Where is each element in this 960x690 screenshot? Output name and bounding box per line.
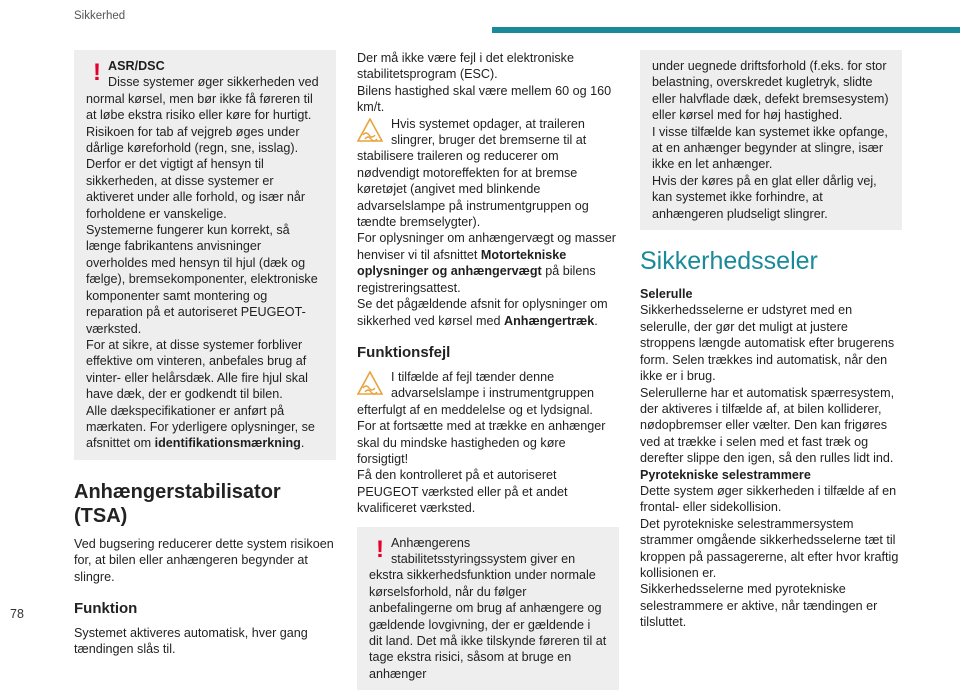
- selerulle-title: Selerulle: [640, 287, 693, 302]
- asr-warning-box: [74, 50, 336, 460]
- funktion-text: Systemet aktiveres automatisk, hver gang tændingen slås til.: [74, 625, 308, 657]
- page-number: 78: [10, 607, 24, 621]
- seatbelts-heading: Sikkerhedsseler: [640, 247, 818, 276]
- pyro-title: Pyrotekniske selestrammere: [640, 467, 811, 482]
- malfunction-text: I tilfælde af fejl tænder denne advarselslampe i instrumentgruppen efterfulgt af en meddelelse og et lydsignal. For at fortsætte med at trække en anhænger skal du mindske hastigheden og køre forsigtigt! Få den kontrolleret på et autoriseret PEUGEOT værksted eller på et andet kvalificeret værksted.: [357, 369, 606, 516]
- trailer-warning-icon: [357, 118, 383, 142]
- warning-icon: !: [93, 59, 101, 86]
- asr-title: ASR/DSC: [108, 59, 165, 73]
- column-3: [640, 50, 902, 631]
- tsa-text: Ved bugsering reducerer dette system risikoen for, at bilen eller anhængeren begynder at slingre.: [74, 536, 334, 584]
- tsa-warning-box: [357, 527, 619, 690]
- header-accent-bar: [492, 27, 960, 33]
- warning-icon: !: [376, 535, 384, 563]
- tsa-warning-continued-text: under uegnede driftsforhold (f.eks. for stor belastning, overskredet kugletryk, slidte eller halvflade dæk, defekt bremsesystem) eller kørsel med for høj hastighed. I visse tilfælde kan systemet ikke opfange, at en anhænger begynder at slingre, især ikke en let anhænger. Hvis der køres på en glat eller dårlig vej, kan systemet ikke forhindre, at anhængeren pludseligt slingrer.: [652, 59, 889, 221]
- malfunction-warning-icon: [357, 371, 383, 395]
- column-1: [74, 50, 336, 658]
- column-2: [357, 50, 619, 690]
- malfunction-paragraph: [357, 369, 619, 517]
- pyro-text: Dette system øger sikkerheden i tilfælde af en frontal- eller sidekollision. Det pyrotekniske selestrammersystem strammer omgående sikkerhedsselerne tæt til kroppen på passagererne, alt efter hvor kraftig kollisionen er. Sikkerhedsselerne med pyrotekniske selestrammere er aktive, når tændingen er tilsluttet.: [640, 483, 899, 630]
- funktion-heading: Funktion: [74, 599, 138, 617]
- section-label: Sikkerhed: [74, 10, 126, 22]
- tsa-warning-box-continued: [640, 50, 902, 230]
- conditions-text: Der må ikke være fejl i det elektroniske stabilitetsprogram (ESC). Bilens hastighed skal være mellem 60 og 160 km/t.: [357, 51, 612, 115]
- tsa-warning-text: Anhængerens stabilitetsstyringssystem giver en ekstra sikkerhedsfunktion under normale kørselsforhold, når du følger anbefalingerne om brug af anhængere og gældende lovgivning, der er gældende i dit land. Det må ikke tilskynde føreren til at tage ekstra risici, såsom at bruge en anhænger: [369, 535, 607, 681]
- trailer-sway-paragraph: [357, 116, 619, 329]
- funktionsfejl-heading: Funktionsfejl: [357, 343, 451, 361]
- tsa-heading: Anhængerstabilisator (TSA): [74, 480, 281, 527]
- trailer-sway-text: Hvis systemet opdager, at traileren slingrer, bruger det bremserne til at stabilisere traileren og reducerer om nødvendigt motoreffekten for at bremse køretøjet (angivet med blinkende advarselslampe på instrumentgruppen og tændte bremselygter). For oplysninger om anhængervægt og masser henviser vi til afsnittet Motortekniske oplysninger og anhængervægt på bilens registreringsattest. Se det pågældende afsnit for oplysninger om sikkerhed ved kørsel med Anhængertræk.: [357, 116, 616, 328]
- asr-text: Disse systemer øger sikkerheden ved normal kørsel, men bør ikke få føreren til at løbe ekstra risiko eller køre for hurtigt. Risikoen for tab af vejgreb øges under dårlige køreforhold (regn, sne, isslag). Derfor er det vigtigt af hensyn til sikkerheden, at disse systemer er aktiveret under alle forhold, og især når forholdene er vanskelige. Systemerne fungerer kun korrekt, så længe fabrikantens anvisninger overholdes med hensyn til hjul (dæk og fælge), bremsekomponenter, elektroniske komponenter samt montering og reparation på et autoriseret PEUGEOT-værksted. For at sikre, at disse systemer forbliver effektive om vinteren, anbefales brug af vinter- eller helårsdæk. Alle fire hjul skal have dæk, der er godkendt til bilen. Alle dækspecifikationer er anført på mærkaten. For yderligere oplysninger, se afsnittet om identifikationsmærkning.: [86, 75, 319, 451]
- selerulle-text: Sikkerhedsselerne er udstyret med en selerulle, der gør det muligt at justere stroppens længde automatisk efter brugerens form. Selen trækkes ind automatisk, når den ikke er i brug. Selerullerne har et automatisk spærresystem, der aktiveres i tilfælde af, at bilen kolliderer, nødopbremser eller vælter. Den kan frigøres ved at trække i selen med et fast træk og derefter slippe den igen, så den rulles lidt ind.: [640, 303, 895, 466]
